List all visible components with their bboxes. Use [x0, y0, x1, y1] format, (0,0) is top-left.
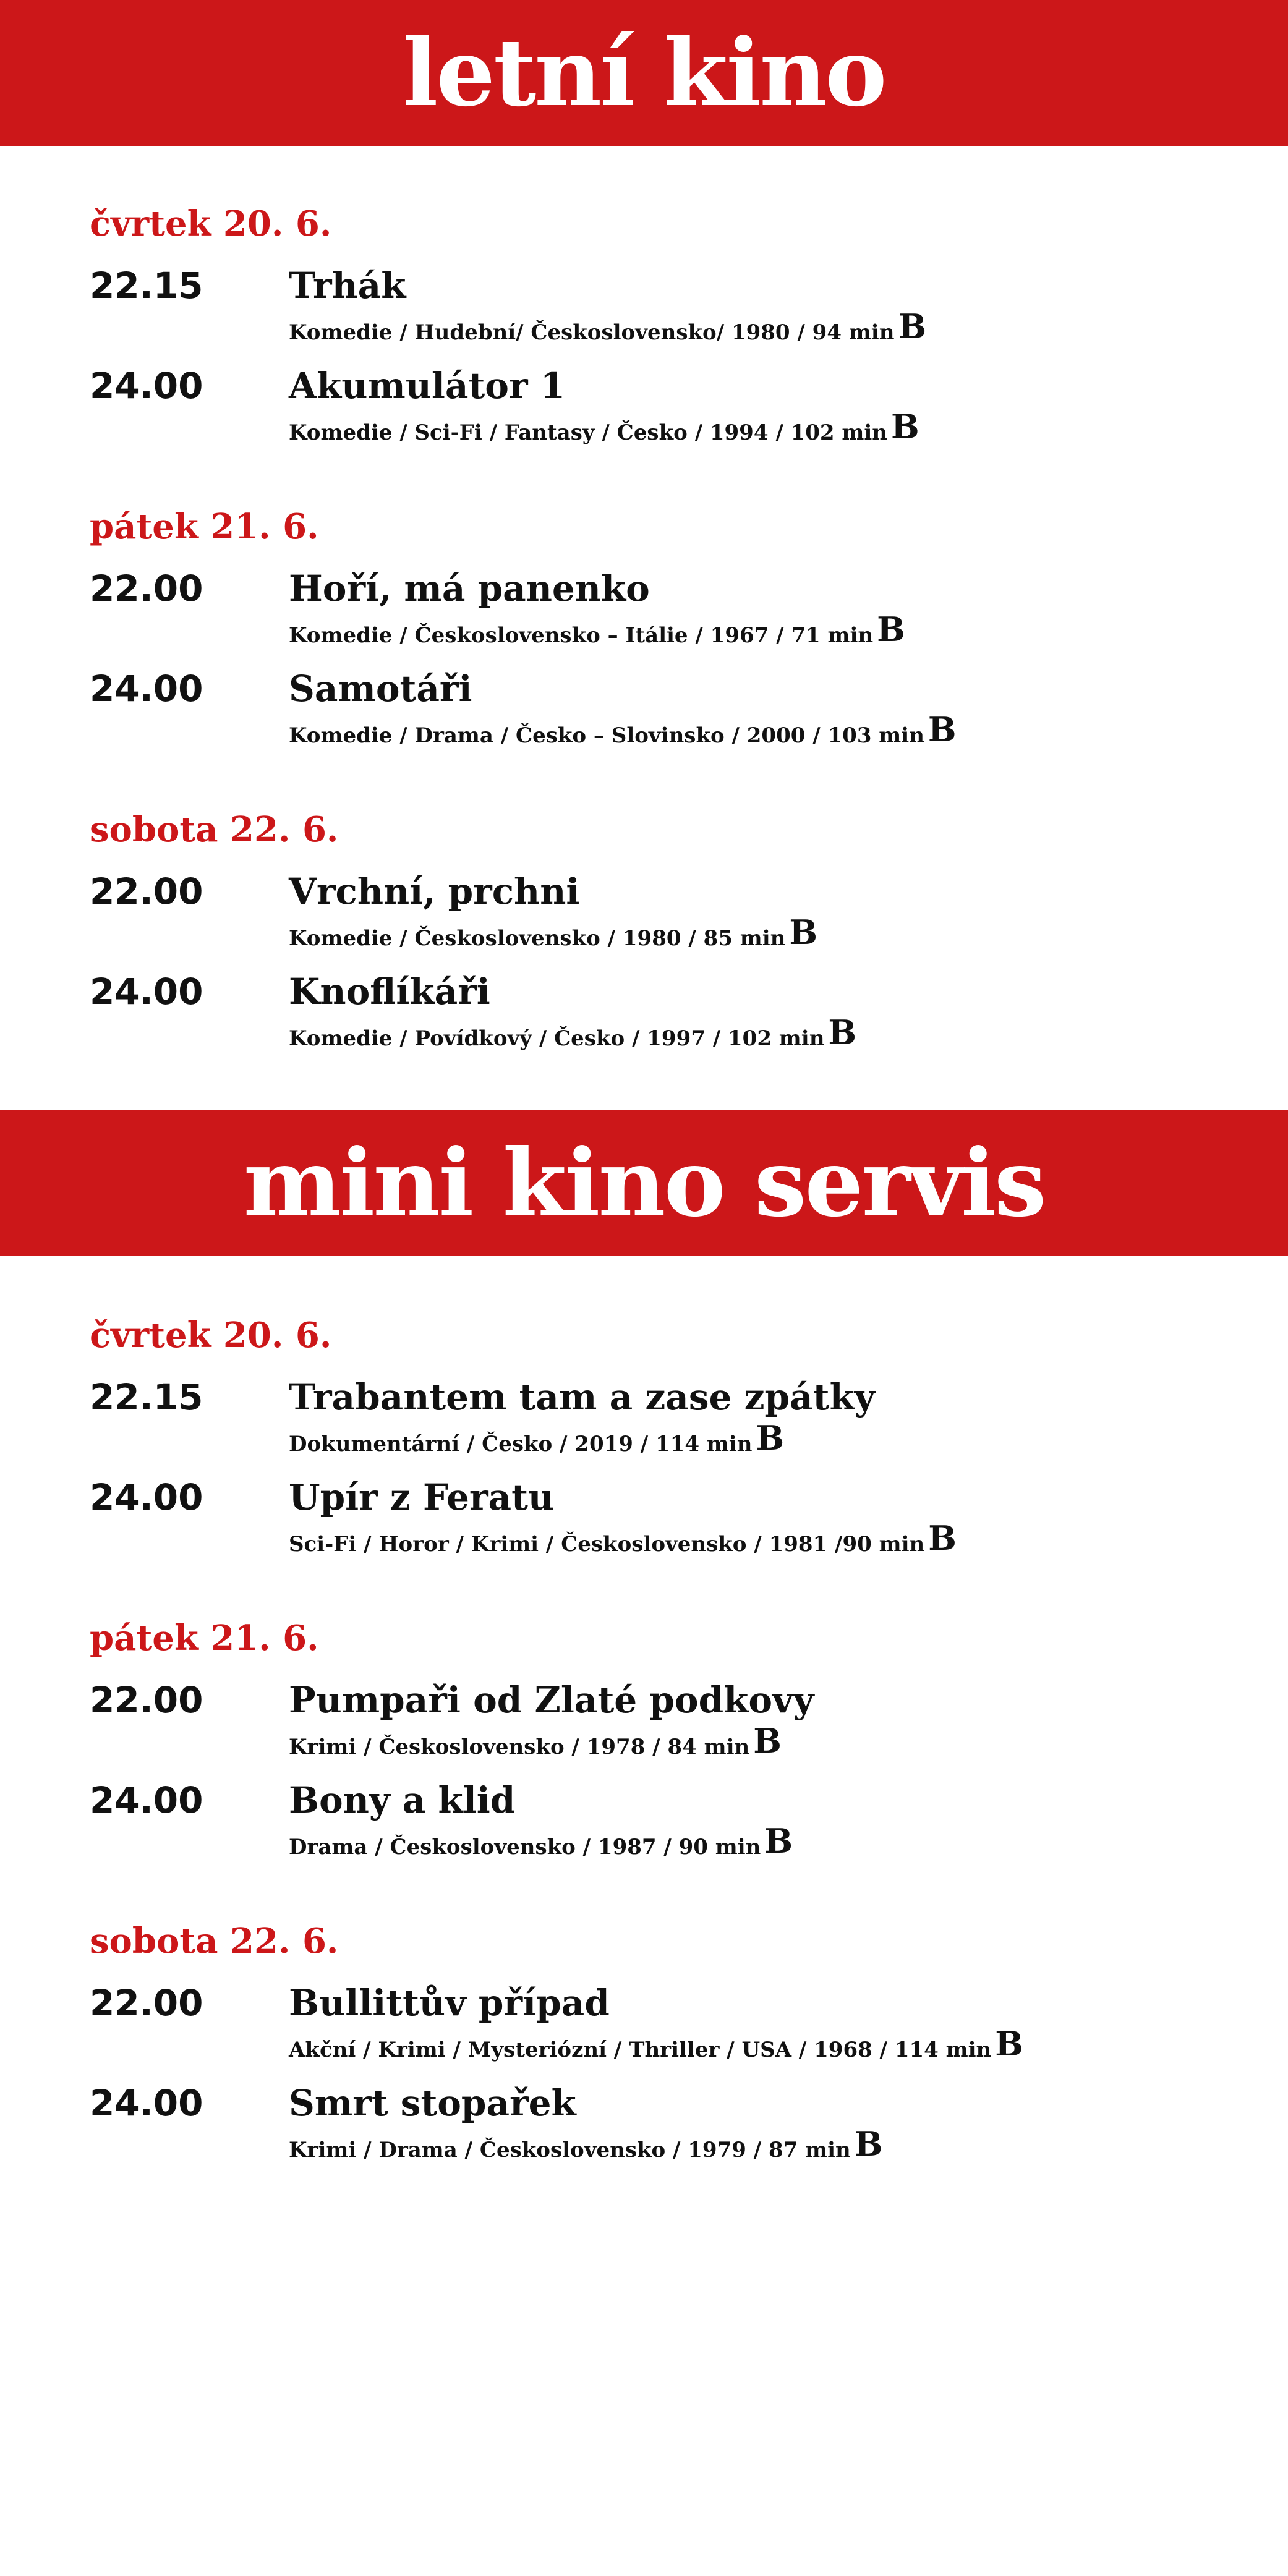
- screening: [0, 867, 1288, 959]
- screening: [0, 564, 1288, 657]
- screening-time: 24.00: [90, 668, 203, 710]
- film-details: [289, 1822, 793, 1866]
- film-title: Trabantem tam a zase zpátky: [289, 1376, 876, 1418]
- day-block-saturday: [0, 1916, 1288, 2219]
- film-details: [289, 2125, 882, 2169]
- program-mini-kino-servis: [0, 1311, 1288, 2219]
- film-badge: B: [928, 710, 957, 749]
- film-meta: Komedie / Československo – Itálie / 1967 / 71 min: [289, 623, 874, 648]
- film-details: [289, 308, 926, 351]
- film-title: Hoří, má panenko: [289, 567, 650, 610]
- film-title: Bony a klid: [289, 1779, 516, 1821]
- film-badge: B: [828, 1013, 857, 1052]
- screening: [0, 2078, 1288, 2171]
- day-label: pátek 21. 6.: [90, 1618, 319, 1659]
- screening: [0, 1473, 1288, 1565]
- day-label: čvrtek 20. 6.: [90, 1315, 332, 1356]
- screening-time: 24.00: [90, 365, 203, 407]
- screening-time: 22.00: [90, 1982, 203, 2024]
- film-details: [289, 2025, 1023, 2068]
- film-badge: B: [891, 407, 919, 446]
- screening-time: 24.00: [90, 1779, 203, 1821]
- film-meta: Drama / Československo / 1987 / 90 min: [289, 1835, 761, 1860]
- film-badge: B: [854, 2124, 883, 2164]
- film-meta: Komedie / Hudební/ Československo/ 1980 / 94 min: [289, 320, 895, 345]
- film-details: [289, 914, 817, 957]
- film-meta: Dokumentární / Česko / 2019 / 114 min: [289, 1432, 753, 1456]
- screening-time: 24.00: [90, 971, 203, 1013]
- section-title: letní kino: [403, 19, 885, 127]
- film-meta: Krimi / Drama / Československo / 1979 / 87 min: [289, 2138, 851, 2162]
- film-title: Trhák: [289, 265, 406, 307]
- film-meta: Komedie / Sci-Fi / Fantasy / Česko / 1994 / 102 min: [289, 420, 887, 445]
- film-details: [289, 1014, 856, 1057]
- film-title: Upír z Feratu: [289, 1476, 555, 1518]
- day-label: pátek 21. 6.: [90, 506, 319, 547]
- screening: [0, 664, 1288, 757]
- program-letni-kino: [0, 199, 1288, 1108]
- film-details: [289, 1722, 782, 1766]
- day-label: sobota 22. 6.: [90, 809, 339, 850]
- screening-time: 22.00: [90, 567, 203, 610]
- screening: [0, 361, 1288, 454]
- film-title: Pumpaři od Zlaté podkovy: [289, 1679, 814, 1721]
- film-meta: Komedie / Drama / Česko – Slovinsko / 2000 / 103 min: [289, 723, 924, 748]
- screening-time: 22.00: [90, 870, 203, 912]
- screening-time: 22.00: [90, 1679, 203, 1721]
- screening-time: 24.00: [90, 2082, 203, 2124]
- film-title: Bullittův případ: [289, 1982, 610, 2024]
- day-block-thursday: [0, 1311, 1288, 1613]
- screening-time: 24.00: [90, 1476, 203, 1518]
- film-title: Akumulátor 1: [289, 365, 566, 407]
- section-title: mini kino servis: [243, 1129, 1045, 1238]
- screening: [0, 1372, 1288, 1465]
- film-title: Vrchní, prchni: [289, 870, 580, 912]
- day-label: čvrtek 20. 6.: [90, 203, 332, 244]
- film-details: [289, 408, 919, 451]
- film-badge: B: [898, 307, 927, 346]
- film-details: [289, 1520, 957, 1563]
- screening-time: 22.15: [90, 265, 203, 307]
- film-details: [289, 1419, 784, 1463]
- film-badge: B: [789, 912, 818, 952]
- film-details: [289, 711, 957, 754]
- section-banner-mini-kino-servis: [0, 1110, 1288, 1256]
- film-meta: Komedie / Povídkový / Česko / 1997 / 102 min: [289, 1026, 825, 1051]
- film-badge: B: [756, 1418, 785, 1458]
- film-meta: Akční / Krimi / Mysteriózní / Thriller / USA / 1968 / 114 min: [289, 2038, 992, 2062]
- screening: [0, 967, 1288, 1060]
- film-badge: B: [877, 610, 905, 649]
- film-badge: B: [753, 1721, 782, 1761]
- screening: [0, 1775, 1288, 1868]
- film-title: Knoflíkáři: [289, 971, 490, 1013]
- screening: [0, 1675, 1288, 1768]
- film-badge: B: [764, 1821, 793, 1861]
- film-title: Samotáři: [289, 668, 472, 710]
- film-badge: B: [995, 2024, 1023, 2064]
- film-details: [289, 611, 905, 654]
- film-meta: Krimi / Československo / 1978 / 84 min: [289, 1735, 750, 1759]
- screening-time: 22.15: [90, 1376, 203, 1418]
- screening: [0, 261, 1288, 354]
- film-meta: Komedie / Československo / 1980 / 85 min: [289, 926, 786, 951]
- screening: [0, 1978, 1288, 2071]
- film-badge: B: [928, 1518, 957, 1558]
- day-block-saturday: [0, 805, 1288, 1108]
- film-title: Smrt stopařek: [289, 2082, 576, 2124]
- day-block-friday: [0, 502, 1288, 805]
- section-banner-letni-kino: [0, 0, 1288, 146]
- day-block-friday: [0, 1613, 1288, 1916]
- day-block-thursday: [0, 199, 1288, 502]
- day-label: sobota 22. 6.: [90, 1921, 339, 1962]
- film-meta: Sci-Fi / Horor / Krimi / Československo / 1981 /90 min: [289, 1532, 925, 1557]
